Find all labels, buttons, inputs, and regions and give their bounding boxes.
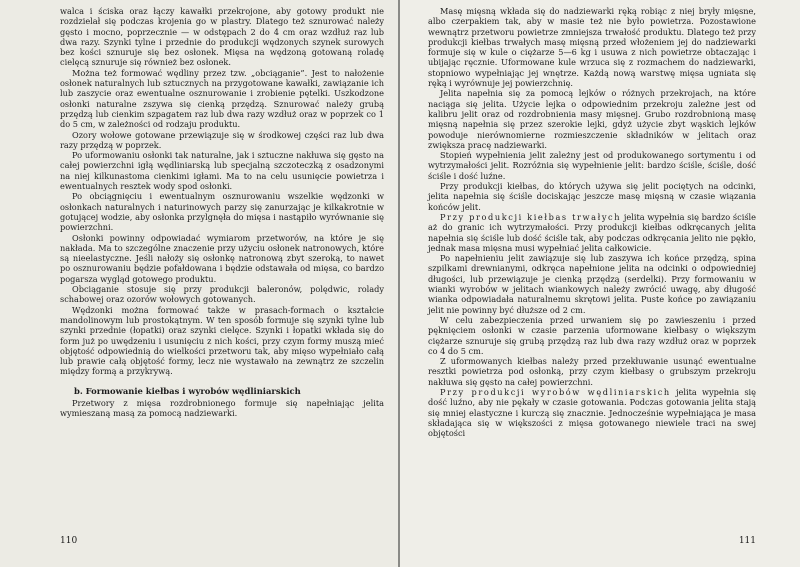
paragraph <box>428 387 756 438</box>
paragraph: Stopień wypełnienia jelit zależny jest od produkowanego sortymentu i od wytrzymałości jelit. Rozróżnia się wypełnienie jelit: bardzo ściśle, ściśle, dość ściśle i dość luźne. <box>428 150 756 181</box>
right-page <box>400 0 800 567</box>
book-gutter <box>398 0 400 567</box>
paragraph-rest: jelita wypełnia się dość luźno, aby nie pękały w czasie gotowania. Podczas gotowania jelita stają się mniej elastyczne i kurczą się znacznie. Jednocześnie wypełniająca je masa składająca się w większości z mięsa gotowanego niewiele traci na swej objętości <box>428 386 756 439</box>
paragraph: Masę mięsną wkłada się do nadziewarki ręką robiąc z niej bryły mięsne, albo czerpakiem tak, aby w masie też nie było powietrza. Pozostawione wewnątrz przetworu powietrze zmniejsza trwałość produktu. Dlatego też przy produkcji kiełbas trwałych masę mięsną przed włożeniem jej do nadziewarki formuje się w kule o ciężarze 5—6 kg i usuwa z nich powietrze obtaczając i ubijając ręcznie. Uformowane kule wrzuca się z rozmachem do nadziewarki, stopniowo wypełniając jej wnętrze. Każdą nową warstwę mięsa ugniata się ręką i wyrównuje jej powierzchnię. <box>428 6 756 89</box>
paragraph: Przetwory z mięsa rozdrobnionego formuje się napełniając jelita wymieszaną masą za pomocą nadziewarki. <box>60 398 384 419</box>
paragraph: W celu zabezpieczenia przed urwaniem się po zawieszeniu i przed pęknięciem osłonki w czasie parzenia uformowane kiełbasy o większym ciężarze sznuruje się grubą przędzą raz lub dwa razy wzdłuż oraz w poprzek co 4 do 5 cm. <box>428 314 756 356</box>
paragraph: walca i ściska oraz łączy kawałki przekrojone, aby gotowy produkt nie rozdzielał się podczas krojenia go w plastry. Dlatego też sznurować należy gęsto i mocno, poprzecznie — w odstępach 2 do 4 cm oraz wzdłuż raz lub dwa razy. Szynki tylne i przednie do produkcji wędzonych szynek surowych bez kości sznuruje się bez osłonek. Mięsa na wędzoną gotowaną roladę cielęcą sznuruje się również bez osłonek. <box>60 6 384 68</box>
paragraph: Wędzonki można formować także w prasach-formach o kształcie mandolinowym lub prostokątnym. W ten sposób formuje się szynki tylne lub szynki przednie (łopatki) oraz szynki cielęce. Szynki i łopatki wkłada się do form już po uwędzeniu i usunięciu z nich kości, przy czym formy muszą mieć objętość odpowiednią do wielkości przetworu tak, aby mięso wypełniało całą lub prawie całą objętość formy, lecz nie wystawało na zewnątrz ze szczelin między formą a przykrywą. <box>60 304 384 377</box>
paragraph: Obciąganie stosuje się przy produkcji baleronów, polędwic, rolady schabowej oraz ozorów wołowych gotowanych. <box>60 284 384 305</box>
section-heading: b. Formowanie kiełbas i wyrobów wędliniarskich <box>74 385 301 396</box>
paragraph: Z uformowanych kiełbas należy przed przekłuwanie usunąć ewentualne resztki powietrza pod osłonką, przy czym kiełbasy o grubszym przekroju nakłuwa się gęsto na całej powierzchni. <box>428 356 756 387</box>
left-page <box>0 0 398 567</box>
paragraph: Po obciągnięciu i ewentualnym osznurowaniu wszelkie wędzonki w osłonkach naturalnych i naturinowych parzy się zanurzając je kilkakrotnie w gotującej wodzie, aby osłonka przylgnęła do mięsa i nastąpiło wyrównanie się powierzchni. <box>60 191 384 233</box>
paragraph <box>428 212 756 253</box>
page-number: 111 <box>738 535 756 546</box>
paragraph: Po napełnieniu jelit zawiązuje się lub zaszywa ich końce przędzą, spina szpilkami drewnianymi, odkręca napełnione jelita na odcinki o odpowiedniej długości, lub przewiązuje je cienką przędzą (serdelki). Przy formowaniu w wianki wyrobów w jelitach wiankowych należy zwrócić uwagę, aby długość wianka odpowiadała naturalnemu skrętowi jelita. Puste końce po zawiązaniu jelit nie powinny być dłuższe od 2 cm. <box>428 253 756 315</box>
paragraph: Jelita napełnia się za pomocą lejków o różnych przekrojach, na które naciąga się jelita. Użycie lejka o odpowiednim przekroju zależne jest od kalibru jelit oraz od rozdrobnienia masy mięsnej. Grubo rozdrobnioną masę mięsną napełnia się przez szerokie lejki, gdyż użycie zbyt wąskich lejków powoduje nierównomierne rozmieszczenie składników w jelitach oraz zwiększa pracę nadziewarki. <box>428 88 756 150</box>
spaced-lead: Przy produkcji kiełbas trwałych <box>440 211 622 222</box>
paragraph: Przy produkcji kiełbas, do których używa się jelit pociętych na odcinki, jelita napełnia się ściśle dociskając jeszcze masę mięsną w czasie wiązania końców jelit. <box>428 181 756 212</box>
spaced-lead: Przy produkcji wyrobów wędliniarskich <box>440 386 671 397</box>
paragraph: Po uformowaniu osłonki tak naturalne, jak i sztuczne nakłuwa się gęsto na całej powierzchni igłą wędliniarską lub specjalną szczoteczką z osadzonymi na niej kilkunastoma cienkimi igłami. Ma to na celu usunięcie powietrza i ewentualnych resztek wody spod osłonki. <box>60 150 384 192</box>
paragraph: Można też formować wędliny przez tzw. „obciąganie”. Jest to nałożenie osłonek naturalnych lub sztucznych na przygotowane kawałki, zawiązanie ich lub zaszycie oraz ewentualne osznurowanie i zrobienie pętelki. Uszkodzone osłonki naturalne zszywa się cienką przędzą. Sznurować należy grubą przędzą lub cienkim szpagatem raz lub dwa razy wzdłuż oraz w poprzek co 1 do 5 cm, w zależności od rodzaju produktu. <box>60 67 384 130</box>
paragraph-rest: jelita wypełnia się bardzo ściśle aż do granic ich wytrzymałości. Przy produkcji kiełbas odkręcanych jelita napełnia się ściśle lub dość ściśle tak, aby podczas odkręcania jelito nie pękło, jednak masa mięsna musi wypełniać jelita całkowicie. <box>428 211 756 253</box>
page-number: 110 <box>60 535 78 546</box>
paragraph: Osłonki powinny odpowiadać wymiarom przetworów, na które je się nakłada. Ma to szczególne znaczenie przy użyciu osłonek natronowych, które są nieelastyczne. Jeśli nałoży się osłonkę natronową zbyt szeroką, to nawet po osznurowaniu będzie pofałdowana i będzie odstawała od mięsa, co bardzo pogarsza wygląd gotowego produktu. <box>60 232 384 284</box>
paragraph: Ozory wołowe gotowane przewiązuje się w środkowej części raz lub dwa razy przędzą w poprzek. <box>60 129 384 150</box>
